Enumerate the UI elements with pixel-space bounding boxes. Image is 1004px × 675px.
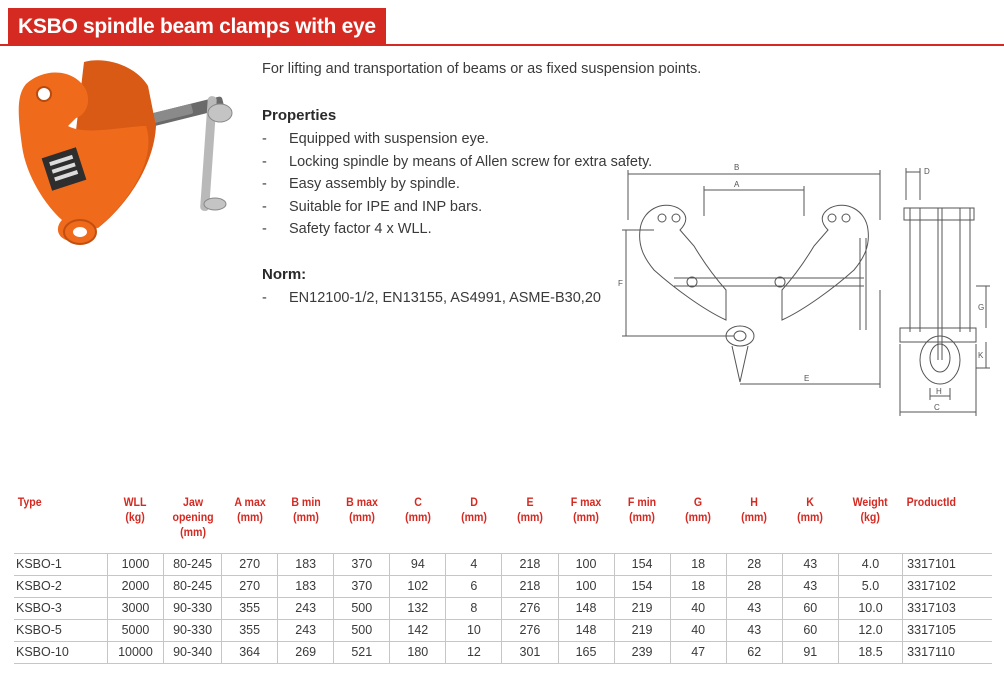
table-cell: 5000: [107, 619, 163, 641]
dim-label-c: C: [934, 403, 940, 412]
norm-list: [262, 287, 601, 310]
table-cell: 355: [222, 597, 278, 619]
list-item: - Suitable for IPE and INP bars.: [262, 198, 483, 215]
table-cell: 355: [222, 619, 278, 641]
table-cell: 10.0: [838, 597, 902, 619]
table-cell: 183: [278, 553, 334, 575]
table-cell: 500: [334, 619, 390, 641]
table-cell: 154: [614, 553, 670, 575]
column-header: D (mm): [460, 497, 487, 524]
table-cell: 90-330: [164, 619, 222, 641]
table-cell: 3317101: [903, 553, 992, 575]
technical-diagram-front: [614, 160, 890, 400]
table-cell: 4: [446, 553, 502, 575]
table-cell: 500: [334, 597, 390, 619]
table-cell: 102: [390, 575, 446, 597]
table-cell: 3317103: [903, 597, 992, 619]
table-cell: 219: [614, 597, 670, 619]
table-cell: 100: [558, 553, 614, 575]
table-cell: 90-340: [164, 641, 222, 663]
table-cell: 12: [446, 641, 502, 663]
product-photo: [6, 56, 238, 248]
norm-heading: Norm:: [262, 266, 307, 283]
table-row: [14, 553, 992, 575]
column-header: A max (mm): [233, 497, 266, 524]
table-cell: 4.0: [838, 553, 902, 575]
table-cell: 62: [726, 641, 782, 663]
table-cell: 218: [502, 553, 558, 575]
table-cell: 40: [670, 619, 726, 641]
column-header: B max (mm): [345, 497, 378, 524]
technical-diagram-side: [890, 160, 990, 420]
table-cell: 270: [222, 575, 278, 597]
column-header: G (mm): [685, 497, 712, 524]
table-cell: 3317110: [903, 641, 992, 663]
table-cell: 6: [446, 575, 502, 597]
table-cell: 80-245: [164, 553, 222, 575]
column-header: WLL (kg): [124, 497, 147, 524]
list-item: - Safety factor 4 x WLL.: [262, 221, 432, 237]
table-cell: 8: [446, 597, 502, 619]
table-cell: KSBO-1: [14, 553, 107, 575]
table-cell: 370: [334, 553, 390, 575]
table-cell: 1000: [107, 553, 163, 575]
table-cell: 3317105: [903, 619, 992, 641]
table-cell: 28: [726, 553, 782, 575]
table-cell: 154: [614, 575, 670, 597]
table-body: [14, 553, 992, 663]
table-cell: 43: [726, 619, 782, 641]
column-header: B min (mm): [291, 497, 321, 524]
list-item: - Equipped with suspension eye.: [262, 131, 489, 147]
table-cell: 43: [782, 575, 838, 597]
table-cell: 12.0: [838, 619, 902, 641]
table-cell: 270: [222, 553, 278, 575]
column-header: Weight (kg): [852, 497, 889, 524]
column-header: F max (mm): [570, 497, 602, 524]
column-header: F min (mm): [627, 497, 657, 524]
table-cell: 243: [278, 597, 334, 619]
table-cell: 180: [390, 641, 446, 663]
table-cell: 60: [782, 619, 838, 641]
table-cell: 94: [390, 553, 446, 575]
table-row: [14, 619, 992, 641]
page-title: KSBO spindle beam clamps with eye: [18, 15, 376, 38]
column-header: K (mm): [797, 497, 824, 524]
table-cell: 364: [222, 641, 278, 663]
table-cell: 43: [726, 597, 782, 619]
table-cell: 2000: [107, 575, 163, 597]
table-cell: 90-330: [164, 597, 222, 619]
column-header: ProductId: [906, 497, 956, 509]
table-cell: KSBO-3: [14, 597, 107, 619]
table-cell: 370: [334, 575, 390, 597]
table-cell: KSBO-10: [14, 641, 107, 663]
column-header: E (mm): [517, 497, 543, 524]
dim-label-b: B: [734, 163, 740, 172]
column-header: Type: [17, 497, 42, 509]
column-header: C (mm): [404, 497, 431, 524]
column-header: Jaw opening (mm): [171, 497, 214, 539]
table-cell: 183: [278, 575, 334, 597]
table-cell: 18: [670, 553, 726, 575]
table-cell: 239: [614, 641, 670, 663]
table-cell: 218: [502, 575, 558, 597]
table-cell: 91: [782, 641, 838, 663]
table-header-row: [14, 493, 992, 553]
properties-heading: Properties: [262, 107, 337, 124]
table-cell: 276: [502, 597, 558, 619]
list-item: - Locking spindle by means of Allen screw for extra safety.: [262, 153, 653, 170]
table-cell: 132: [390, 597, 446, 619]
table-cell: 5.0: [838, 575, 902, 597]
table-cell: 28: [726, 575, 782, 597]
table-cell: 60: [782, 597, 838, 619]
table-cell: KSBO-5: [14, 619, 107, 641]
dim-label-h: H: [936, 387, 942, 396]
intro-text: For lifting and transportation of beams or as fixed suspension points.: [262, 61, 702, 77]
title-box: [8, 8, 386, 46]
table-row: [14, 575, 992, 597]
table-cell: 40: [670, 597, 726, 619]
list-item: - EN12100-1/2, EN13155, AS4991, ASME-B30,20: [262, 290, 601, 306]
table-cell: 18: [670, 575, 726, 597]
specification-table: [14, 493, 992, 664]
table-cell: 142: [390, 619, 446, 641]
dim-label-e: E: [804, 374, 810, 383]
table-cell: 521: [334, 641, 390, 663]
properties-list: [262, 128, 652, 241]
dim-label-f: F: [618, 279, 623, 288]
dim-label-k: K: [978, 351, 984, 360]
table-cell: 80-245: [164, 575, 222, 597]
table-cell: 165: [558, 641, 614, 663]
dim-label-a: A: [734, 180, 740, 189]
list-item: - Easy assembly by spindle.: [262, 176, 460, 192]
dim-label-d: D: [924, 167, 930, 176]
table-cell: 43: [782, 553, 838, 575]
table-cell: 301: [502, 641, 558, 663]
table-cell: 18.5: [838, 641, 902, 663]
table-cell: 3000: [107, 597, 163, 619]
table-row: [14, 597, 992, 619]
title-bar: [0, 8, 1004, 46]
table-cell: 3317102: [903, 575, 992, 597]
column-header: H (mm): [741, 497, 768, 524]
table-cell: 276: [502, 619, 558, 641]
table-row: [14, 641, 992, 663]
table-cell: 148: [558, 597, 614, 619]
table-cell: 100: [558, 575, 614, 597]
table-cell: 10000: [107, 641, 163, 663]
table-cell: 47: [670, 641, 726, 663]
table-cell: KSBO-2: [14, 575, 107, 597]
table-cell: 148: [558, 619, 614, 641]
table-cell: 243: [278, 619, 334, 641]
dim-label-g: G: [978, 303, 985, 312]
table-cell: 219: [614, 619, 670, 641]
table-cell: 269: [278, 641, 334, 663]
table-cell: 10: [446, 619, 502, 641]
